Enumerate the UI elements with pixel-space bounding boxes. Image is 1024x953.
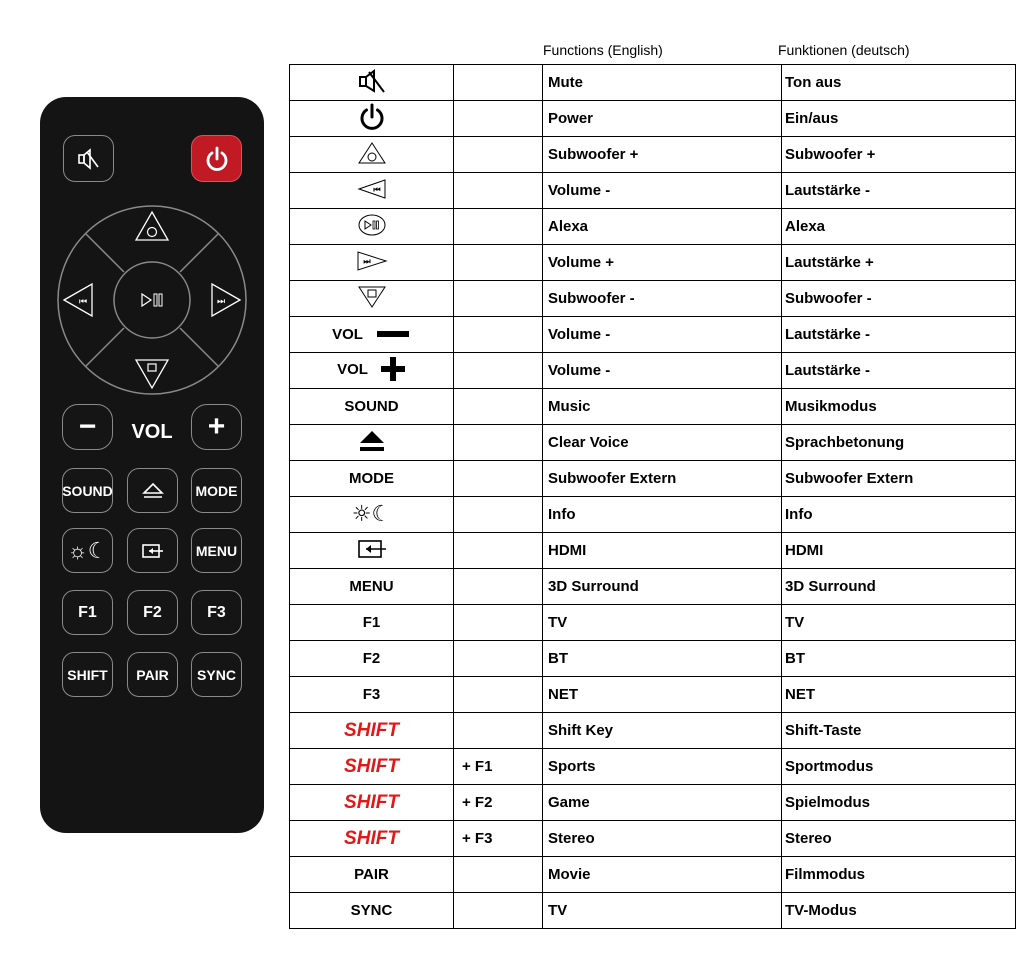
table-row — [290, 101, 1016, 137]
key-cell — [290, 209, 454, 245]
key-function-table — [289, 64, 1016, 929]
function-german-cell: Stereo — [782, 821, 1016, 857]
key-cell — [290, 605, 454, 641]
modifier-cell — [454, 137, 543, 173]
key-label: F2 — [362, 650, 381, 667]
table-row — [290, 389, 1016, 425]
modifier-cell — [454, 497, 543, 533]
modifier-cell — [454, 209, 543, 245]
remote-pair-button[interactable]: PAIR — [127, 652, 178, 697]
modifier-cell — [454, 425, 543, 461]
modifier-cell — [454, 245, 543, 281]
eject-icon — [358, 429, 386, 457]
table-row — [290, 497, 1016, 533]
function-german-cell: Filmmodus — [782, 857, 1016, 893]
function-english-cell: Subwoofer + — [543, 137, 782, 173]
table-row — [290, 569, 1016, 605]
modifier-cell — [454, 713, 543, 749]
function-german-cell: Sportmodus — [782, 749, 1016, 785]
function-german-cell: Lautstärke + — [782, 245, 1016, 281]
key-cell — [290, 65, 454, 101]
key-label: SHIFT — [344, 755, 399, 777]
direction-pad — [56, 204, 248, 396]
table-row — [290, 281, 1016, 317]
table-row — [290, 353, 1016, 389]
function-english-cell: Stereo — [543, 821, 782, 857]
volume-down-arrow-icon — [357, 178, 387, 204]
function-german-cell: Lautstärke - — [782, 353, 1016, 389]
key-cell — [290, 461, 454, 497]
key-cell — [290, 785, 454, 821]
function-english-cell: NET — [543, 677, 782, 713]
function-english-cell: Subwoofer Extern — [543, 461, 782, 497]
modifier-cell — [454, 893, 543, 929]
svg-text:⏭: ⏭ — [362, 256, 371, 266]
key-label: MODE — [349, 470, 394, 487]
function-english-cell: Subwoofer - — [543, 281, 782, 317]
vol-plus-icon — [380, 356, 406, 386]
function-german-cell: Lautstärke - — [782, 317, 1016, 353]
key-label: SYNC — [350, 902, 393, 919]
function-german-cell: HDMI — [782, 533, 1016, 569]
key-cell — [290, 641, 454, 677]
key-label: SHIFT — [344, 719, 399, 741]
table-row — [290, 317, 1016, 353]
function-german-cell: Sprachbetonung — [782, 425, 1016, 461]
remote-f1-button[interactable]: F1 — [62, 590, 113, 635]
table-row — [290, 137, 1016, 173]
modifier-cell — [454, 317, 543, 353]
key-label: PAIR — [354, 866, 389, 883]
subwoofer-down-icon — [357, 285, 387, 313]
function-english-cell: HDMI — [543, 533, 782, 569]
function-german-cell: NET — [782, 677, 1016, 713]
minus-icon: − — [78, 410, 97, 443]
key-cell — [290, 101, 454, 137]
modifier-cell — [454, 101, 543, 137]
key-cell — [290, 137, 454, 173]
key-cell — [290, 677, 454, 713]
sun-moon-icon: ☼☾ — [351, 502, 392, 527]
key-cell — [290, 857, 454, 893]
table-row — [290, 749, 1016, 785]
table-row — [290, 641, 1016, 677]
function-german-cell: TV-Modus — [782, 893, 1016, 929]
remote-f2-button[interactable]: F2 — [127, 590, 178, 635]
key-cell — [290, 821, 454, 857]
table-row — [290, 173, 1016, 209]
vol-minus-icon — [375, 326, 411, 343]
function-english-cell: Music — [543, 389, 782, 425]
svg-text:⏮: ⏮ — [372, 184, 381, 194]
remote-sound-button[interactable]: SOUND — [62, 468, 113, 513]
table-row — [290, 677, 1016, 713]
modifier-cell — [454, 281, 543, 317]
table-row — [290, 461, 1016, 497]
function-german-cell: Ton aus — [782, 65, 1016, 101]
input-icon — [356, 538, 388, 564]
sun-moon-icon: ☼☾ — [67, 537, 108, 563]
input-icon — [141, 542, 165, 560]
function-german-cell: BT — [782, 641, 1016, 677]
subwoofer-up-icon — [357, 141, 387, 169]
key-cell — [290, 497, 454, 533]
modifier-cell — [454, 857, 543, 893]
table-row — [290, 785, 1016, 821]
table-row — [290, 65, 1016, 101]
function-english-cell: Volume - — [543, 353, 782, 389]
modifier-cell: + F1 — [454, 749, 543, 785]
plus-icon: + — [207, 410, 226, 443]
svg-text:⏮: ⏮ — [78, 297, 88, 307]
modifier-cell — [454, 65, 543, 101]
table-row — [290, 245, 1016, 281]
remote-sync-button[interactable]: SYNC — [191, 652, 242, 697]
mute-icon — [357, 68, 387, 98]
function-german-cell: Info — [782, 497, 1016, 533]
table-row — [290, 893, 1016, 929]
remote-vol-plus-button[interactable] — [191, 404, 242, 450]
key-cell — [290, 533, 454, 569]
remote-vol-minus-button[interactable] — [62, 404, 113, 450]
volume-up-arrow-icon — [356, 250, 388, 276]
function-english-cell: Sports — [543, 749, 782, 785]
key-cell — [290, 713, 454, 749]
key-label: F1 — [362, 614, 381, 631]
function-english-cell: Info — [543, 497, 782, 533]
svg-text:⏭: ⏭ — [216, 297, 226, 307]
table-row — [290, 821, 1016, 857]
function-english-cell: BT — [543, 641, 782, 677]
key-cell — [290, 569, 454, 605]
modifier-cell — [454, 389, 543, 425]
key-cell — [290, 281, 454, 317]
power-icon — [204, 146, 230, 172]
modifier-cell — [454, 173, 543, 209]
remote-mode-button[interactable]: MODE — [191, 468, 242, 513]
function-german-cell: Lautstärke - — [782, 173, 1016, 209]
table-row — [290, 533, 1016, 569]
table-row — [290, 605, 1016, 641]
table-row — [290, 857, 1016, 893]
modifier-cell — [454, 641, 543, 677]
key-label: MENU — [349, 578, 394, 595]
header-english: Functions (English) — [543, 42, 663, 58]
function-english-cell: Mute — [543, 65, 782, 101]
table-row — [290, 713, 1016, 749]
function-english-cell: Shift Key — [543, 713, 782, 749]
remote-menu-button[interactable]: MENU — [191, 528, 242, 573]
key-cell — [290, 389, 454, 425]
function-german-cell: Ein/aus — [782, 101, 1016, 137]
function-english-cell: Volume - — [543, 317, 782, 353]
function-german-cell: Subwoofer + — [782, 137, 1016, 173]
function-english-cell: TV — [543, 605, 782, 641]
header-german: Funktionen (deutsch) — [778, 42, 910, 58]
function-english-cell: Clear Voice — [543, 425, 782, 461]
table-row — [290, 425, 1016, 461]
function-english-cell: Volume + — [543, 245, 782, 281]
remote-info-button[interactable] — [62, 528, 113, 573]
table-row — [290, 209, 1016, 245]
key-cell — [290, 353, 454, 389]
key-cell — [290, 893, 454, 929]
function-german-cell: Subwoofer - — [782, 281, 1016, 317]
key-label: SHIFT — [344, 827, 399, 849]
modifier-cell — [454, 533, 543, 569]
key-label: VOL — [337, 361, 368, 379]
key-label: F3 — [362, 686, 381, 703]
function-german-cell: TV — [782, 605, 1016, 641]
remote-mute-button[interactable] — [63, 135, 114, 182]
function-english-cell: Volume - — [543, 173, 782, 209]
modifier-cell — [454, 461, 543, 497]
remote-f3-button[interactable]: F3 — [191, 590, 242, 635]
remote-eject-button[interactable] — [127, 468, 178, 513]
modifier-cell: + F2 — [454, 785, 543, 821]
key-cell — [290, 749, 454, 785]
function-english-cell: 3D Surround — [543, 569, 782, 605]
remote-input-button[interactable] — [127, 528, 178, 573]
function-german-cell: Shift-Taste — [782, 713, 1016, 749]
function-english-cell: Power — [543, 101, 782, 137]
function-german-cell: Alexa — [782, 209, 1016, 245]
vol-label: VOL — [131, 421, 173, 443]
key-cell — [290, 245, 454, 281]
key-label: SOUND — [344, 398, 399, 415]
function-english-cell: Movie — [543, 857, 782, 893]
key-cell — [290, 173, 454, 209]
remote-shift-button[interactable]: SHIFT — [62, 652, 113, 697]
modifier-cell — [454, 569, 543, 605]
function-german-cell: Musikmodus — [782, 389, 1016, 425]
function-german-cell: Subwoofer Extern — [782, 461, 1016, 497]
alexa-play-pause-icon — [357, 213, 387, 241]
key-cell — [290, 425, 454, 461]
modifier-cell — [454, 677, 543, 713]
function-english-cell: Game — [543, 785, 782, 821]
remote-power-button[interactable] — [191, 135, 242, 182]
power-icon — [358, 103, 386, 135]
key-label: VOL — [332, 325, 363, 343]
function-german-cell: 3D Surround — [782, 569, 1016, 605]
key-label: SHIFT — [344, 791, 399, 813]
function-english-cell: Alexa — [543, 209, 782, 245]
function-german-cell: Spielmodus — [782, 785, 1016, 821]
modifier-cell — [454, 605, 543, 641]
key-cell — [290, 317, 454, 353]
function-english-cell: TV — [543, 893, 782, 929]
mute-icon — [77, 148, 101, 170]
modifier-cell — [454, 353, 543, 389]
eject-icon — [142, 482, 164, 500]
modifier-cell: + F3 — [454, 821, 543, 857]
